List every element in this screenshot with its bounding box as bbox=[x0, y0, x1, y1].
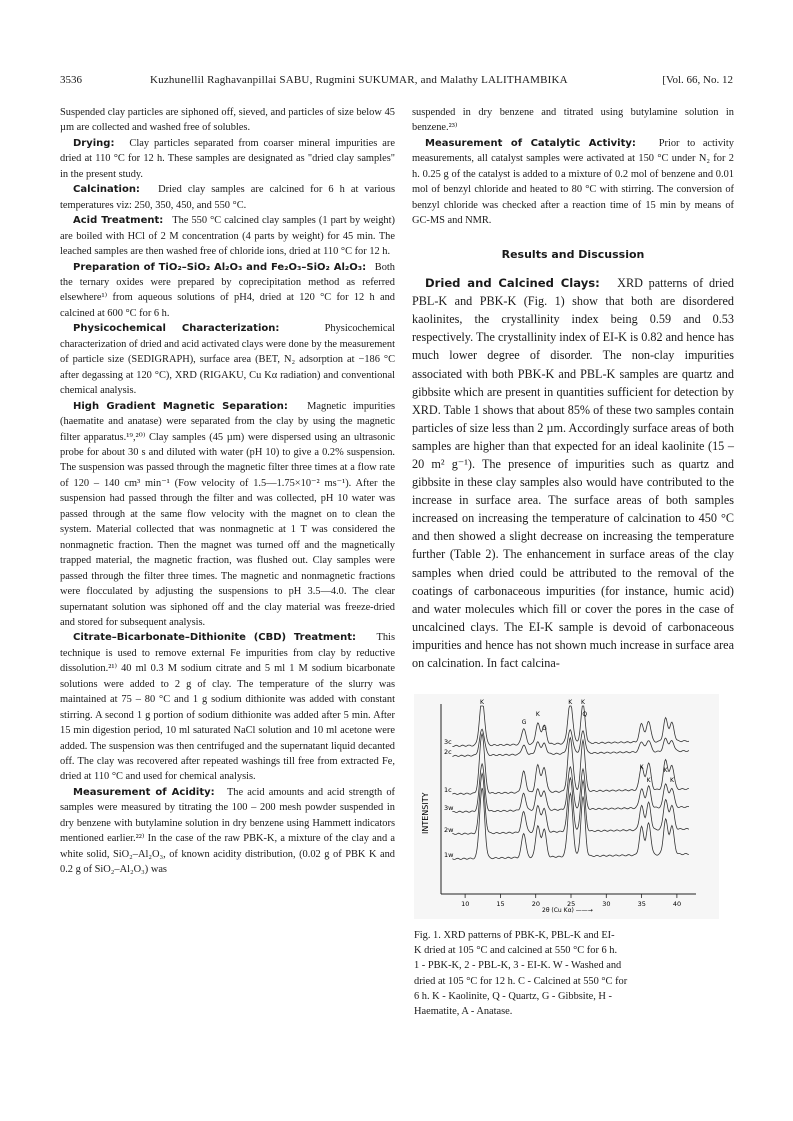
curve-label: 1c bbox=[444, 786, 452, 794]
curve-label: 2w bbox=[444, 826, 454, 834]
curve-label: 3w bbox=[444, 804, 454, 812]
heading-physicochemical: Physicochemical Characterization: bbox=[73, 323, 280, 335]
x-tick-label: 30 bbox=[602, 900, 611, 908]
heading-preparation: Preparation of TiO₂–SiO₂ Al₂O₃ and Fe₂O₃–SiO₂ Al₂O₃: bbox=[73, 261, 367, 273]
text-acidity: The acid amounts and acid strength of samples were measured by titrating the 100 – 200 mesh powder suspended in dry benzene with butylamine solution in dry benzene using Hammett indicators mentioned earlier.²²⁾ In the case of the raw PBK-K, a mixture of the clay and a white solid, SiO₂–Al₂O₃, of known acidity distribution, (0.02 g of PBK K and 0.2 g of SiO₂–Al₂O₃) was bbox=[60, 786, 396, 876]
peak-label: G bbox=[542, 725, 547, 732]
text-calcination: Dried clay samples are calcined for 6 h at various temperatures viz: 250, 350, 450, and 550 °C. bbox=[60, 184, 395, 211]
peak-label: Q bbox=[582, 711, 588, 718]
text-drying: Clay particles separated from coarser mineral impurities are dried at 110 °C for 12 h. These samples are designated as "dried clay samples" in the present study. bbox=[60, 137, 395, 180]
heading-acidity: Measurement of Acidity: bbox=[73, 786, 215, 798]
caption-line: Haematite, A - Anatase. bbox=[414, 1006, 513, 1018]
heading-dried-calcined: Dried and Calcined Clays: bbox=[425, 276, 600, 291]
x-tick-label: 25 bbox=[567, 900, 576, 908]
x-axis-label: 2θ (Cu Kα) ——→ bbox=[542, 907, 593, 914]
figure-caption bbox=[414, 928, 719, 1019]
text-dried-calcined: XRD patterns of dried PBL-K and PBK-K (Fig. 1) show that both are disordered kaolinites, the crystallinity index being 0.59 and 0.53 respectively. The crystallinity index of EI-K is 0.82 and hence has much lower degree of disorder. The non-clay impurities associated with both PBK-K and PBL-K samples are quartz and gibbsite which are present in quantities sufficient for detection by XRD. Table 1 shows that about 85% of these two samples contain particles of size less than 2 µm. Accordingly surface areas of both samples are higher than that expected for an ideal kaolinite (15 – 20 m² g⁻¹). The presence of impurities such as quartz and gibbsite in these clay samples also would have contributed to the increase in surface area. The surface areas of both samples increased on increasing the temperature of calcination to 450 °C and then showed a slight decrease on increasing the temperature further (Table 2). The enhancement in surface areas of the clay samples when dried could be attributed to the removal of the coatings of carbonaceous impurities (for instance, humic acid) and water molecules which fill or cover the pores in the case of uncalcined clays. The EI-K sample is devoid of carbonaceous impurities and hence has not shown much increase in surface area on calcination. In fact calcina- bbox=[412, 276, 735, 671]
peak-label: K bbox=[646, 777, 651, 784]
peak-label: K bbox=[663, 767, 668, 774]
x-tick-label: 35 bbox=[637, 900, 646, 908]
xrd-plot bbox=[414, 694, 719, 919]
x-tick-label: 20 bbox=[531, 900, 540, 908]
peak-label: K bbox=[568, 699, 573, 706]
paragraph-calcination bbox=[60, 182, 395, 213]
heading-magnetic-separation: High Gradient Magnetic Separation: bbox=[73, 400, 288, 412]
paragraph-dried-calcined bbox=[412, 274, 734, 672]
page-number: 3536 bbox=[60, 74, 82, 86]
paragraph-acid-treatment bbox=[60, 213, 395, 259]
peak-label: K bbox=[581, 699, 585, 706]
caption-line: Fig. 1. XRD patterns of PBK-K, PBL-K and EI- bbox=[414, 930, 615, 941]
author-line: Kuzhunellil Raghavanpillai SABU, Rugmini SUKUMAR, and Malathy LALITHAMBIKA bbox=[150, 74, 568, 86]
peak-label: G bbox=[521, 719, 527, 726]
text-acid-treatment: The 550 °C calcined clay samples (1 part by weight) are boiled with HCl of 2 M concentration (4 parts by weight) for 45 min. The leached samples are then washed free of chloride ions, dried at 110 °C for 12 h. bbox=[60, 215, 395, 258]
curve-label: 3c bbox=[444, 738, 452, 746]
paragraph-catalytic-activity bbox=[412, 136, 734, 229]
volume-info: [Vol. 66, No. 12 bbox=[662, 74, 733, 86]
heading-drying: Drying: bbox=[73, 137, 115, 149]
y-axis-label: INTENSITY bbox=[421, 792, 430, 834]
caption-line: 6 h. K - Kaolinite, Q - Quartz, G - Gibbsite, H - bbox=[414, 990, 612, 1002]
caption-line: 1 - PBK-K, 2 - PBL-K, 3 - EI-K. W - Washed and bbox=[414, 960, 622, 972]
text-preparation: Both the ternary oxides were prepared by coprecipitation method as referred elsewhere¹⁾ from aqueous solutions of pH4, dried at 120 °C for 12 h and calcined at 600 °C for 6 h. bbox=[60, 261, 396, 319]
peak-label: K bbox=[480, 699, 484, 706]
x-tick-label: 15 bbox=[496, 900, 505, 908]
paragraph-continued: suspended in dry benzene and titrated using butylamine solution in benzene.²³⁾ bbox=[412, 107, 734, 134]
curve-label: 1w bbox=[444, 851, 454, 859]
text-magnetic-separation: Magnetic impurities (haematite and anatase) were separated from the clay by using the magnetic filter apparatus.¹⁹,²⁰⁾ Clay samples (45 µm) were dispersed using an ultrasonic probe for about 30 s and diluted with water (pH 10) to give a 0.2% suspension. The suspension was passed through the magnetic filter three times at a flow rate of 120 – 140 cm³ min⁻¹ (Fow velocity of 1.5—1.75×10⁻² ms⁻¹). After the suspension had passed through the filter and was collected, pH 10 water was passed through at the same flow velocity with the magnet on to clean the system. Material collected that was nonmagnetic at 1 T was considered the nonmagnetic fraction. Then the magnet was turned off and the magnetically trapped material, the magnetic fraction, was flushed out. Clay samples were passed through the filter three times. The magnetic and nonmagnetic fractions were flocculated by adjusting the suspensions to pH 3.5—4.0. The clear supernatant solution was siphoned off and the clay material was freeze-dried and stored for subsequent analysis. bbox=[60, 400, 395, 628]
paragraph-preparation bbox=[60, 260, 395, 322]
heading-acid-treatment: Acid Treatment: bbox=[73, 215, 164, 227]
text-catalytic-activity: Prior to activity measurements, all catalyst samples were activated at 150 °C under N₂ for 2 h. 0.25 g of the catalyst is added to a mixture of 0.2 mol of benzene and 0.01 mol of benzyl chloride and heated to 80 °C with stirring. The conversion of benzyl chloride was checked after a reaction time of 15 min by means of GC-MS and NMR. bbox=[412, 137, 734, 227]
text-cbd: This technique is used to remove external Fe impurities from clay by reductive dissolution.²¹⁾ 40 ml 0.3 M sodium citrate and 5 ml 1 M sodium bicarbonate solutions were added to 2 g of clay. The temperature of the slurry was maintained at 75 – 80 °C and 1 g sodium dithionite was added with constant stirring. A second 1 g portion of sodium dithionite was added after 5 min. After 15 min digestion period, 10 ml saturated NaCl solution and 10 ml acetone were added. The suspension was then centrifuged and the supernatant liquid decanted off. The clay was recovered after repeated washings till free from extracted Fe, dried at 110 °C and used for chemical analysis. bbox=[60, 632, 395, 783]
heading-catalytic-activity: Measurement of Catalytic Activity: bbox=[425, 137, 636, 149]
paragraph-drying bbox=[60, 136, 395, 182]
xrd-figure bbox=[414, 694, 719, 919]
heading-cbd: Citrate–Bicarbonate–Dithionite (CBD) Treatment: bbox=[73, 632, 356, 644]
curve-label: 2c bbox=[444, 748, 452, 756]
heading-calcination: Calcination: bbox=[73, 184, 140, 196]
caption-line: dried at 105 °C for 12 h. C - Calcined at 550 °C for bbox=[414, 975, 628, 987]
running-head bbox=[60, 72, 733, 88]
x-tick-label: 40 bbox=[672, 900, 682, 908]
peak-label: K bbox=[669, 777, 674, 784]
section-title: Results and Discussion bbox=[501, 247, 645, 261]
peak-label: K bbox=[639, 764, 644, 771]
peak-label: K bbox=[535, 711, 540, 718]
left-column bbox=[60, 105, 395, 878]
caption-line: K dried at 105 °C and calcined at 550 °C for 6 h. bbox=[414, 945, 618, 957]
paragraph-intro: Suspended clay particles are siphoned off, sieved, and particles of size below 45 µm are collected and washed free of solubles. bbox=[60, 107, 395, 134]
paragraph-cbd bbox=[60, 630, 395, 785]
text-physicochemical: Physicochemical characterization of dried and acid activated clays were done by the measurement of particle size (SEDIGRAPH), surface area (BET, N₂ adsorption at −186 °C after degassing at 120 °C), XRD (RIGAKU, Cu Kα radiation) and conventional chemical analysis. bbox=[60, 323, 396, 397]
right-column bbox=[412, 105, 734, 672]
paragraph-physicochemical bbox=[60, 321, 395, 398]
paragraph-magnetic-separation bbox=[60, 399, 395, 631]
paragraph-acidity bbox=[60, 785, 395, 878]
x-tick-label: 10 bbox=[461, 900, 470, 908]
